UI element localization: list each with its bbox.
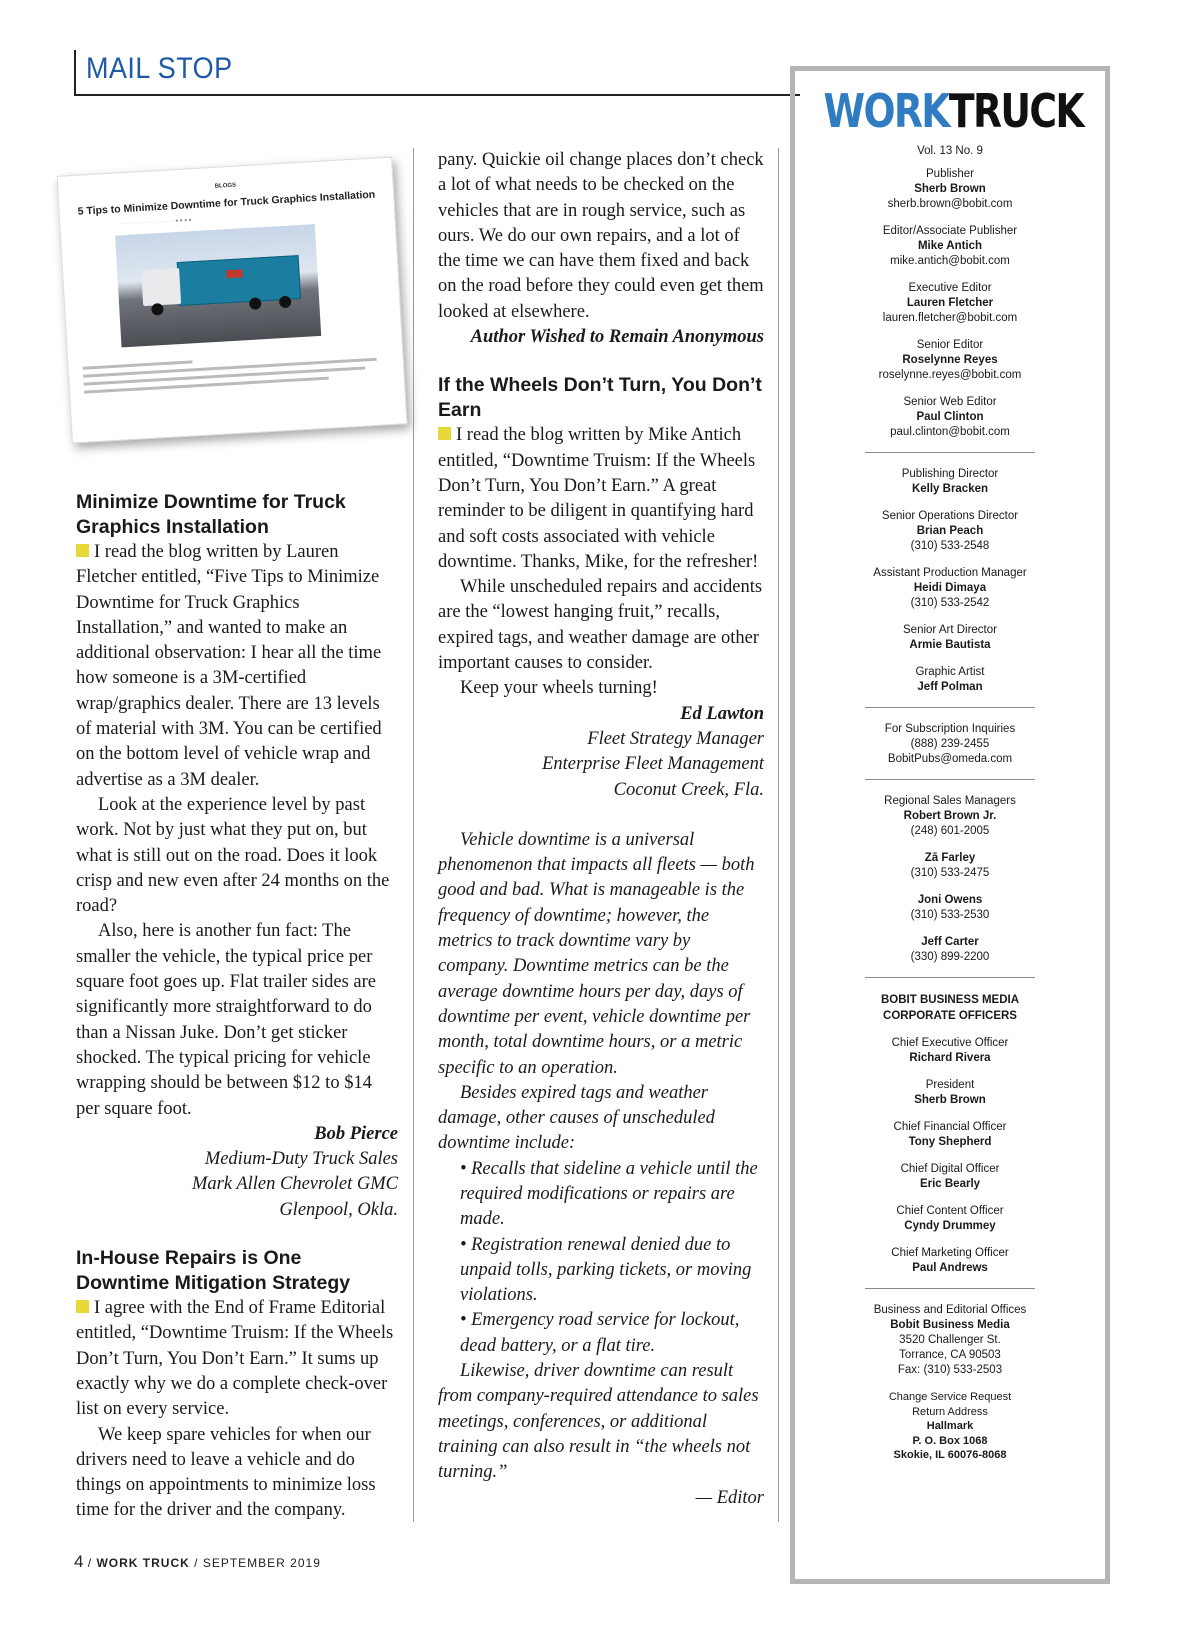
bullet-square (438, 427, 451, 440)
editor-reply: Likewise, driver downtime can result from company-required attendance to sales meetings, conferences, or additional training can also result in “the wheels not turning.” (438, 1361, 759, 1483)
blog-meta: · · · · · · · · · · · · · · · · · · ● ● ● ● (120, 217, 192, 228)
blog-caption (82, 344, 390, 399)
staff-entry: Editor/Associate Publisher Mike Antich mike.antich@bobit.com (882, 225, 1018, 267)
truck-photo (115, 224, 321, 347)
letter3-author-title: Fleet Strategy Manager (587, 728, 764, 749)
letter1-author-company: Mark Allen Chevrolet GMC (191, 1174, 398, 1195)
letter2-body-continued: pany. Quickie oil change places don’t check a lot of what needs to be checked on the vehicles that are in rough service, such as ours. We do our own repairs, and a lot of the time we can have them fixed and back on the road before they could even get them looked at elsewhere. (438, 150, 764, 322)
divider (865, 452, 1035, 453)
header-rule (74, 94, 800, 96)
letter2-heading: In-House Repairs is One Downtime Mitigation Strategy (76, 1247, 351, 1295)
letter1-heading: Minimize Downtime for Truck Graphics Installation (76, 491, 346, 538)
production-entry: Senior Operations Director Brian Peach (310) 533-2548 (881, 510, 1019, 552)
magazine-name: WORK TRUCK (96, 1556, 190, 1570)
office-address: Business and Editorial Offices Bobit Business Media 3520 Challenger St. Torrance, CA 90503 Fax: (310) 533-2503 (873, 1304, 1027, 1376)
wheel-shape (249, 297, 262, 310)
staff-entry: Executive Editor Lauren Fletcher lauren.fletcher@bobit.com (882, 282, 1018, 324)
letter2-body: I agree with the End of Frame Editorial entitled, “Downtime Truism: If the Wheels Don’t Turn, You Don’t Earn.” It sums up exactly why we do a complete check-over list on every service. (76, 1298, 394, 1420)
corporate-heading: BOBIT BUSINESS MEDIA CORPORATE OFFICERS (880, 994, 1019, 1022)
worktruck-logo: WORKTRUCK (823, 84, 1084, 138)
production-entry: Senior Art Director Armie Bautista (903, 624, 997, 651)
letter1-body: I read the blog written by Lauren Fletcher entitled, “Five Tips to Minimize Downtime for Truck Graphics Installation,” and wanted to make an additional observation: I hear all the time how someone is a 3M-certified wrap/graphics dealer. There are 13 levels of material with 3M. You can be certified on the bottom level of vehicle wrap and advertise as a 3M dealer. (76, 542, 382, 790)
production-entry: Publishing Director Kelly Bracken (901, 468, 999, 495)
officer-entry: Chief Marketing Officer Paul Andrews (891, 1247, 1009, 1274)
editor-reply: Besides expired tags and weather damage, other causes of unscheduled downtime include: (438, 1082, 715, 1154)
officer-entry: Chief Digital Officer Eric Bearly (900, 1163, 1000, 1190)
editor-bullet: • Emergency road service for lockout, dead battery, or a flat tire. (460, 1310, 740, 1356)
sales-entry: Joni Owens (310) 533-2530 (910, 894, 990, 921)
issue-date: SEPTEMBER 2019 (202, 1556, 321, 1570)
staff-entry: Senior Editor Roselynne Reyes roselynne.reyes@bobit.com (878, 339, 1022, 381)
trailer-logo (226, 269, 242, 278)
staff-entry: Senior Web Editor Paul Clinton paul.clinton@bobit.com (890, 396, 1010, 438)
letter3-author: Ed Lawton (680, 703, 764, 724)
service-address: Change Service Request Return Address Hallmark P. O. Box 1068 Skokie, IL 60076-8068 (888, 1391, 1012, 1461)
sales-entry: Zā Farley (310) 533-2475 (910, 852, 990, 879)
divider (865, 977, 1035, 978)
bullet-square (76, 544, 89, 557)
page-footer: 4 / WORK TRUCK / SEPTEMBER 2019 (74, 1552, 321, 1571)
editor-bullet: • Recalls that sideline a vehicle until the required modifications or repairs are made. (460, 1158, 758, 1230)
bullet-square (76, 1300, 89, 1313)
officer-entry: Chief Content Officer Cyndy Drummey (896, 1205, 1004, 1232)
truck-cab-shape (141, 268, 181, 306)
officer-entry: Chief Executive Officer Richard Rivera (891, 1037, 1009, 1064)
divider (865, 1288, 1035, 1289)
blog-screenshot (57, 157, 408, 444)
letter3-heading: If the Wheels Don’t Turn, You Don’t Earn (438, 374, 762, 422)
column-left (76, 490, 398, 1523)
staff-entry: Publisher Sherb Brown sherb.brown@bobit.com (887, 168, 1013, 210)
column-middle (438, 148, 764, 1511)
editor-reply: Vehicle downtime is a universal phenomenon that impacts all fleets — both good and bad. What is manageable is the frequency of downtime; however, the metrics to track downtime vary by company. Downtime metrics can be the average downtime hours per day, days of downtime per event, vehicle downtime per month, total downtime hours, or a metric specific to an operation. (438, 829, 755, 1078)
divider (865, 779, 1035, 780)
blog-tag: BLOGS (214, 182, 237, 190)
masthead (790, 66, 1110, 1584)
officer-entry: Chief Financial Officer Tony Shepherd (893, 1121, 1007, 1148)
production-entry: Graphic Artist Jeff Polman (915, 666, 985, 693)
letter1-body: Look at the experience level by past work. Not by just what they put on, but what is still out on the road. Does it look crisp and new even after 24 months on the road? (76, 794, 390, 917)
editor-sign: — Editor (695, 1487, 764, 1508)
letter3-body: While unscheduled repairs and accidents are the “lowest hanging fruit,” recalls, expired tags, and weather damage are other important causes to consider. (438, 577, 763, 674)
section-title: MAIL STOP (86, 52, 233, 85)
header-bar (74, 50, 76, 94)
blog-title: 5 Tips to Minimize Downtime for Truck Graphics Installation (77, 188, 376, 218)
volume-number: Vol. 13 No. 9 (917, 145, 983, 157)
production-entry: Assistant Production Manager Heidi Dimaya (310) 533-2542 (873, 567, 1027, 609)
wheel-shape (279, 296, 292, 309)
letter1-author-location: Glenpool, Okla. (279, 1199, 398, 1220)
letter1-author-title: Medium-Duty Truck Sales (204, 1149, 398, 1170)
column-divider (778, 148, 779, 1522)
officer-entry: President Sherb Brown (914, 1079, 986, 1106)
letter2-author: Author Wished to Remain Anonymous (470, 327, 764, 348)
divider (865, 707, 1035, 708)
column-divider (413, 148, 414, 1522)
sales-entry: Regional Sales Managers Robert Brown Jr. (248) 601-2005 (884, 795, 1016, 837)
letter1-body: Also, here is another fun fact: The smaller the vehicle, the typical price per square foot goes up. Flat trailer sides are significantly more straightforward to do than a Nissan Juke. Don’t get sticker shocked. The typical pricing for vehicle wrapping should be between $12 to $14 per square foot. (76, 921, 377, 1119)
letter3-body: Keep your wheels turning! (460, 678, 658, 699)
wheel-shape (151, 303, 164, 316)
editor-bullet: • Registration renewal denied due to unpaid tolls, parking tickets, or moving violations. (460, 1234, 752, 1306)
page-number: 4 (74, 1552, 84, 1571)
letter3-author-company: Enterprise Fleet Management (542, 754, 764, 775)
letter2-body: We keep spare vehicles for when our drivers need to leave a vehicle and do things on appointments to minimize loss time for the driver and the company. (76, 1424, 376, 1521)
letter1-author: Bob Pierce (314, 1123, 398, 1144)
letter3-author-location: Coconut Creek, Fla. (613, 779, 764, 800)
sales-entry: Jeff Carter (330) 899-2200 (910, 936, 990, 963)
subscription-info: For Subscription Inquiries (888) 239-2455 BobitPubs@omeda.com (884, 723, 1016, 765)
letter3-body: I read the blog written by Mike Antich entitled, “Downtime Truism: If the Wheels Don’t Turn, You Don’t Earn.” A great reminder to be diligent in quantifying hard and soft costs associated with vehicle downtime. Thanks, Mike, for the refresher! (438, 425, 759, 572)
